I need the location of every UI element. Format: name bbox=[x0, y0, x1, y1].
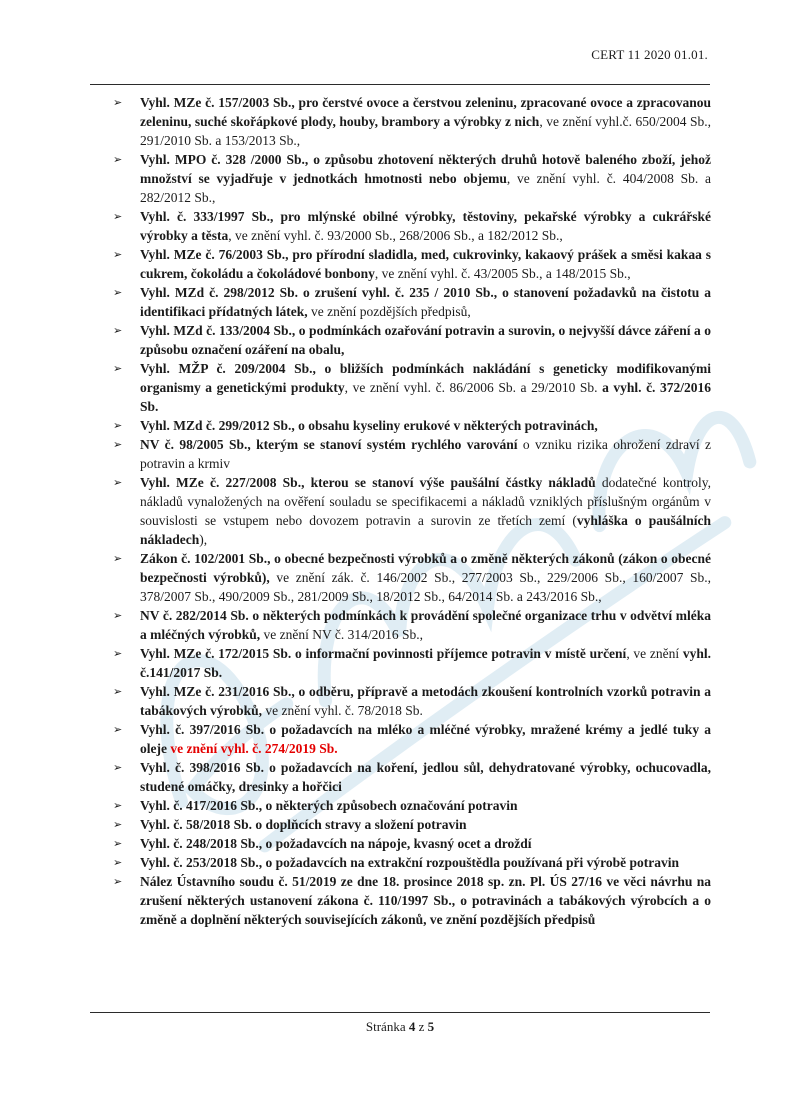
document-code: CERT 11 2020 01.01. bbox=[591, 47, 708, 62]
list-item-text: Vyhl. č. 417/2016 Sb., o některých způsobech označování potravin bbox=[140, 798, 518, 813]
list-item bbox=[113, 150, 711, 207]
list-item bbox=[113, 796, 711, 815]
arrow-bullet-icon: ➢ bbox=[113, 837, 123, 850]
page-number-prefix: Stránka bbox=[365, 1019, 409, 1034]
arrow-bullet-icon: ➢ bbox=[113, 210, 123, 223]
list-item bbox=[113, 853, 711, 872]
list-item-text: Zákon č. 102/2001 Sb., o obecné bezpečnosti výrobků a o změně některých zákonů (zákon o obecné bezpečnosti výrobků), ve znění zák. č. 146/2002 Sb., 277/2003 Sb., 229/2006 Sb., 160/2007 Sb., 378/2007 Sb., 490/2009 Sb., 281/2009 Sb., 18/2012 Sb., 64/2014 Sb. a 243/2016 Sb., bbox=[140, 551, 711, 604]
arrow-bullet-icon: ➢ bbox=[113, 856, 123, 869]
arrow-bullet-icon: ➢ bbox=[113, 286, 123, 299]
list-item-text: Vyhl. MZe č. 172/2015 Sb. o informační povinnosti příjemce potravin v místě určení, ve znění vyhl. č.141/2017 Sb. bbox=[140, 646, 711, 680]
arrow-bullet-icon: ➢ bbox=[113, 153, 123, 166]
bullet-list bbox=[113, 93, 711, 929]
arrow-bullet-icon: ➢ bbox=[113, 248, 123, 261]
list-item bbox=[113, 207, 711, 245]
list-item-text: Vyhl. č. 397/2016 Sb. o požadavcích na mléko a mléčné výrobky, mražené krémy a jedlé tuky a oleje ve znění vyhl. č. 274/2019 Sb. bbox=[140, 722, 711, 756]
list-item bbox=[113, 606, 711, 644]
arrow-bullet-icon: ➢ bbox=[113, 723, 123, 736]
list-item-text: Vyhl. MŽP č. 209/2004 Sb., o bližších podmínkách nakládání s geneticky modifikovanými organismy a genetickými produkty, ve znění vyhl. č. 86/2006 Sb. a 29/2010 Sb. a vyhl. č. 372/2016 Sb. bbox=[140, 361, 711, 414]
arrow-bullet-icon: ➢ bbox=[113, 875, 123, 888]
list-item bbox=[113, 321, 711, 359]
arrow-bullet-icon: ➢ bbox=[113, 647, 123, 660]
page-number-total: 5 bbox=[427, 1019, 435, 1034]
arrow-bullet-icon: ➢ bbox=[113, 799, 123, 812]
list-item-text: Vyhl. č. 398/2016 Sb. o požadavcích na koření, jedlou sůl, dehydratované výrobky, ochucovadla, studené omáčky, dresinky a hořčici bbox=[140, 760, 711, 794]
list-item-text: Vyhl. č. 253/2018 Sb., o požadavcích na extrakční rozpouštědla používaná při výrobě potravin bbox=[140, 855, 680, 870]
list-item bbox=[113, 644, 711, 682]
list-item bbox=[113, 872, 711, 929]
arrow-bullet-icon: ➢ bbox=[113, 419, 123, 432]
list-item-text: Vyhl. č. 58/2018 Sb. o doplňcích stravy a složení potravin bbox=[140, 817, 467, 832]
page-number bbox=[0, 1019, 800, 1035]
list-item bbox=[113, 758, 711, 796]
arrow-bullet-icon: ➢ bbox=[113, 552, 123, 565]
arrow-bullet-icon: ➢ bbox=[113, 476, 123, 489]
list-item bbox=[113, 245, 711, 283]
header-rule bbox=[90, 84, 710, 85]
list-item bbox=[113, 93, 711, 150]
list-item bbox=[113, 815, 711, 834]
arrow-bullet-icon: ➢ bbox=[113, 761, 123, 774]
footer-rule bbox=[90, 1012, 710, 1013]
list-item bbox=[113, 834, 711, 853]
list-item-text: Vyhl. MZd č. 298/2012 Sb. o zrušení vyhl. č. 235 / 2010 Sb., o stanovení požadavků na čistotu a identifikaci přídatných látek, ve znění pozdějších předpisů, bbox=[140, 285, 711, 319]
list-item bbox=[113, 416, 711, 435]
arrow-bullet-icon: ➢ bbox=[113, 609, 123, 622]
list-item bbox=[113, 359, 711, 416]
arrow-bullet-icon: ➢ bbox=[113, 324, 123, 337]
arrow-bullet-icon: ➢ bbox=[113, 96, 123, 109]
list-item-text: Vyhl. MPO č. 328 /2000 Sb., o způsobu zhotovení některých druhů hotově baleného zboží, jehož množství se vyjadřuje v jednotkách hmotnosti nebo objemu, ve znění vyhl. č. 404/2008 Sb. a 282/2012 Sb., bbox=[140, 152, 711, 205]
list-item-text: Vyhl. MZe č. 157/2003 Sb., pro čerstvé ovoce a čerstvou zeleninu, zpracované ovoce a zpracovanou zeleninu, suché skořápkové plody, houby, brambory a výrobky z nich, ve znění vyhl.č. 650/2004 Sb., 291/2010 Sb. a 153/2013 Sb., bbox=[140, 95, 711, 148]
list-item bbox=[113, 682, 711, 720]
page-number-current: 4 bbox=[408, 1019, 416, 1034]
list-item-text: Vyhl. MZe č. 227/2008 Sb., kterou se stanoví výše paušální částky nákladů dodatečné kontroly, nákladů vynaložených na ověření souladu se specifikacemi a nákladů vzniklých příslušným orgánům v souvislosti se vstupem nebo dovozem potravin a surovin ze třetích zemí (vyhláška o paušálních nákladech), bbox=[140, 475, 711, 547]
arrow-bullet-icon: ➢ bbox=[113, 818, 123, 831]
list-item-text: Nález Ústavního soudu č. 51/2019 ze dne 18. prosince 2018 sp. zn. Pl. ÚS 27/16 ve věci návrhu na zrušení některých ustanovení zákona č. 110/1997 Sb., o potravinách a tabákových výrobcích a o změně a doplnění některých souvisejících zákonů, ve znění pozdějších předpisů bbox=[140, 874, 711, 927]
list-item-text: NV č. 98/2005 Sb., kterým se stanoví systém rychlého varování o vzniku rizika ohrožení zdraví z potravin a krmiv bbox=[140, 437, 711, 471]
list-item bbox=[113, 283, 711, 321]
list-item bbox=[113, 720, 711, 758]
list-item-text: Vyhl. č. 333/1997 Sb., pro mlýnské obilné výrobky, těstoviny, pekařské výrobky a cukrářské výrobky a těsta, ve znění vyhl. č. 93/2000 Sb., 268/2006 Sb., a 182/2012 Sb., bbox=[140, 209, 711, 243]
list-item-text: Vyhl. MZd č. 133/2004 Sb., o podmínkách ozařování potravin a surovin, o nejvyšší dávce záření a o způsobu označení ozáření na obalu, bbox=[140, 323, 711, 357]
list-item-text: Vyhl. MZe č. 76/2003 Sb., pro přírodní sladidla, med, cukrovinky, kakaový prášek a směsi kakaa s cukrem, čokoládu a čokoládové bonbony, ve znění vyhl. č. 43/2005 Sb., a 148/2015 Sb., bbox=[140, 247, 711, 281]
list-item bbox=[113, 435, 711, 473]
list-item bbox=[113, 473, 711, 549]
list-item-text: Vyhl. MZd č. 299/2012 Sb., o obsahu kyseliny erukové v některých potravinách, bbox=[140, 418, 598, 433]
page-number-separator: z bbox=[415, 1019, 428, 1034]
list-item bbox=[113, 549, 711, 606]
arrow-bullet-icon: ➢ bbox=[113, 685, 123, 698]
list-item-text: Vyhl. č. 248/2018 Sb., o požadavcích na nápoje, kvasný ocet a droždí bbox=[140, 836, 532, 851]
arrow-bullet-icon: ➢ bbox=[113, 362, 123, 375]
list-item-text: Vyhl. MZe č. 231/2016 Sb., o odběru, přípravě a metodách zkoušení kontrolních vzorků potravin a tabákových výrobků, ve znění vyhl. č. 78/2018 Sb. bbox=[140, 684, 711, 718]
arrow-bullet-icon: ➢ bbox=[113, 438, 123, 451]
list-item-text: NV č. 282/2014 Sb. o některých podmínkách k provádění společné organizace trhu v odvětví mléka a mléčných výrobků, ve znění NV č. 314/2016 Sb., bbox=[140, 608, 711, 642]
